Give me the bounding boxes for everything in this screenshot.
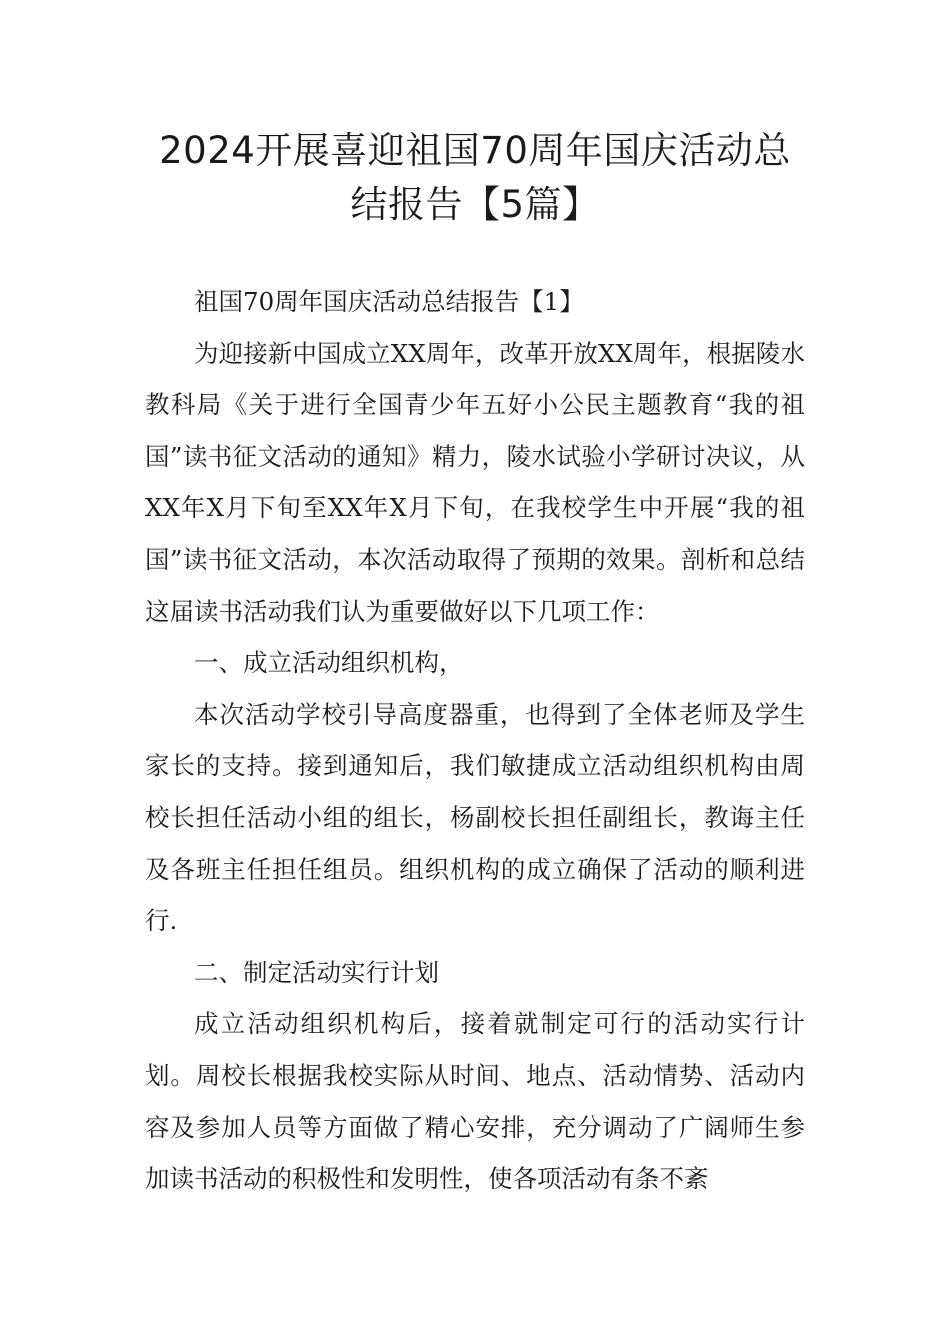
paragraph-intro: 为迎接新中国成立XX周年，改革开放XX周年，根据陵水教科局《关于进行全国青少年五好小公民主题教育“我的祖国”读书征文活动的通知》精力，陵水试验小学研讨决议，从XX年X月下旬至XX年X月下旬，在我校学生中开展“我的祖国”读书征文活动，本次活动取得了预期的效果。剖析和总结这届读书活动我们认为重要做好以下几项工作： [145, 338, 805, 626]
subheading-plan: 二、制定活动实行计划 [194, 957, 439, 987]
document-body [145, 276, 805, 1205]
section-heading-1: 祖国70周年国庆活动总结报告【1】 [194, 287, 584, 316]
paragraph-organization: 本次活动学校引导高度器重，也得到了全体老师及学生家长的支持。接到通知后，我们敏捷成立活动组织机构由周校长担任活动小组的组长，杨副校长担任副组长，教诲主任及各班主任担任组员。组织机构的成立确保了活动的顺利进行. [145, 699, 805, 936]
document-title-line-1: 2024开展喜迎祖国70周年国庆活动总 [159, 129, 791, 172]
document-title-line-2: 结报告【5篇】 [350, 183, 600, 226]
document-title [145, 124, 805, 232]
subheading-organization: 一、成立活动组织机构， [194, 648, 464, 678]
paragraph-plan: 成立活动组织机构后，接着就制定可行的活动实行计划。周校长根据我校实际从时间、地点、活动情势、活动内容及参加人员等方面做了精心安排，充分调动了广阔师生参加读书活动的积极性和发明性，使各项活动有条不紊 [145, 1009, 805, 1194]
